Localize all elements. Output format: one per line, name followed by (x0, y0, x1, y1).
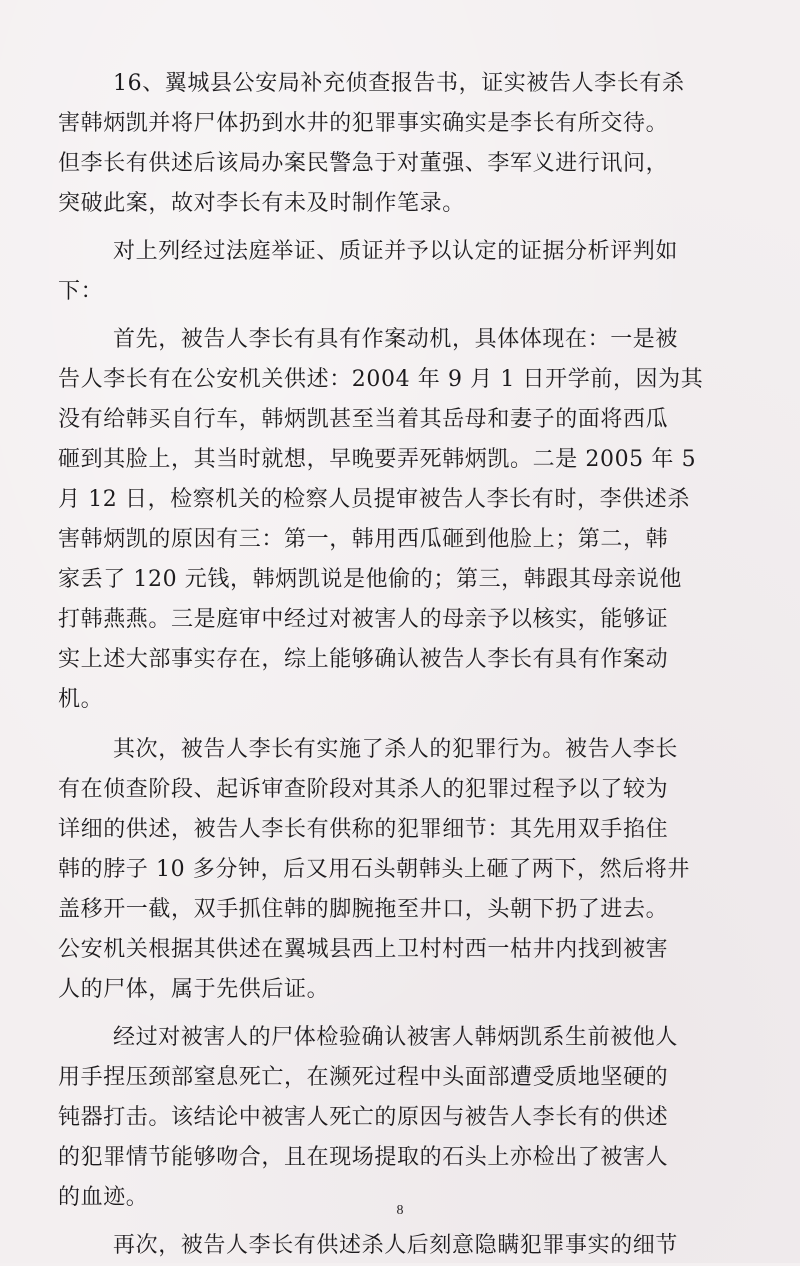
text-line: 机。 (58, 687, 104, 712)
text-line: 其次，被告人李长有实施了杀人的犯罪行为。被告人李长 (113, 737, 679, 762)
text-line: 害韩炳凯的原因有三：第一，韩用西瓜砸到他脸上；第二，韩 (58, 527, 669, 552)
text-line: 告人李长有在公安机关供述：2004 年 9 月 1 日开学前，因为其 (58, 367, 704, 392)
paragraph-criminal-act (58, 730, 766, 1010)
page-number: 8 (396, 1203, 404, 1218)
paragraph-evidence-16 (58, 64, 766, 224)
text-line: 突破此案，故对李长有未及时制作笔录。 (58, 191, 465, 216)
text-line: 没有给韩买自行车，韩炳凯甚至当着其岳母和妻子的面将西瓜 (58, 407, 669, 432)
paragraph-concealment (58, 1226, 766, 1266)
text-line: 用手捏压颈部窒息死亡，在濒死过程中头面部遭受质地坚硬的 (58, 1065, 669, 1090)
text-line: 再次，被告人李长有供述杀人后刻意隐瞒犯罪事实的细节 (113, 1233, 679, 1258)
text-line: 对上列经过法庭举证、质证并予以认定的证据分析评判如 (113, 239, 679, 264)
text-line: 16、翼城县公安局补充侦查报告书，证实被告人李长有杀 (113, 71, 685, 96)
text-line: 打韩燕燕。三是庭审中经过对被害人的母亲予以核实，能够证 (58, 607, 669, 632)
text-line: 害韩炳凯并将尸体扔到水井的犯罪事实确实是李长有所交待。 (58, 111, 669, 136)
text-line: 月 12 日，检察机关的检察人员提审被告人李长有时，李供述杀 (58, 487, 690, 512)
text-line: 人的尸体，属于先供后证。 (58, 977, 330, 1002)
text-line: 盖移开一截，双手抓住韩的脚腕拖至井口，头朝下扔了进去。 (58, 897, 669, 922)
text-line: 下： (58, 279, 104, 304)
paragraph-autopsy (58, 1018, 766, 1218)
text-line: 钝器打击。该结论中被害人死亡的原因与被告人李长有的供述 (58, 1105, 669, 1130)
text-line: 但李长有供述后该局办案民警急于对董强、李军义进行讯问， (58, 151, 669, 176)
text-line: 的血迹。 (58, 1185, 149, 1210)
text-line: 详细的供述，被告人李长有供称的犯罪细节：其先用双手掐住 (58, 817, 669, 842)
text-line: 首先，被告人李长有具有作案动机，具体体现在：一是被 (113, 327, 679, 352)
paragraph-motive (58, 320, 766, 720)
text-line: 砸到其脸上，其当时就想，早晚要弄死韩炳凯。二是 2005 年 5 (58, 447, 697, 472)
text-line: 实上述大部事实存在，综上能够确认被告人李长有具有作案动 (58, 647, 669, 672)
text-line: 有在侦查阶段、起诉审查阶段对其杀人的犯罪过程予以了较为 (58, 777, 669, 802)
text-line: 经过对被害人的尸体检验确认被害人韩炳凯系生前被他人 (113, 1025, 679, 1050)
text-line: 韩的脖子 10 多分钟，后又用石头朝韩头上砸了两下，然后将井 (58, 857, 690, 882)
text-line: 公安机关根据其供述在翼城县西上卫村村西一枯井内找到被害 (58, 937, 669, 962)
paragraph-evidence-analysis-intro (58, 232, 766, 312)
document-body (58, 64, 766, 1266)
text-line: 家丢了 120 元钱，韩炳凯说是他偷的；第三，韩跟其母亲说他 (58, 567, 682, 592)
text-line: 的犯罪情节能够吻合，且在现场提取的石头上亦检出了被害人 (58, 1145, 669, 1170)
